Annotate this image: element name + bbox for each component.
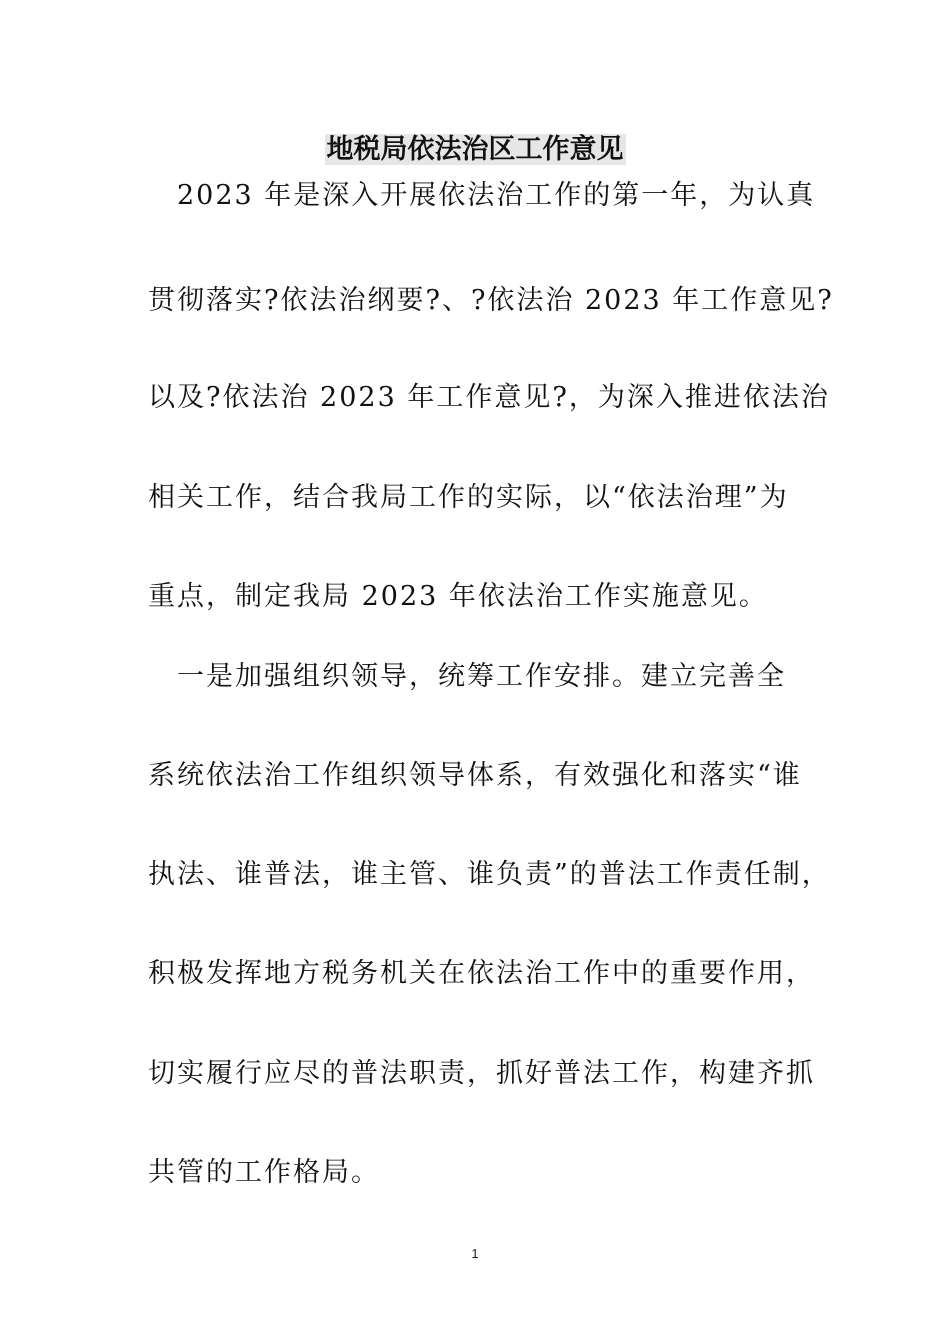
paragraph-line: 以及?依法治 2023 年工作意见?，为深入推进依法治 [148,382,830,413]
paragraph-line: 共管的工作格局。 [148,1157,380,1188]
paragraph-line: 相关工作，结合我局工作的实际，以“依法治理”为 [148,482,789,513]
paragraph-line: 执法、谁普法，谁主管、谁负责”的普法工作责任制， [148,859,831,890]
paragraph-line: 系统依法治工作组织领导体系，有效强化和落实“谁 [148,760,802,791]
page-number: 1 [471,1246,479,1261]
paragraph-line: 贯彻落实?依法治纲要?、?依法治 2023 年工作意见? [148,285,834,316]
paragraph-line: 一是加强组织领导，统筹工作安排。建立完善全 [148,661,786,692]
document-title-text: 地税局依法治区工作意见 [326,134,624,165]
document-title [0,130,950,170]
paragraph-line: 切实履行应尽的普法职责，抓好普法工作，构建齐抓 [148,1058,815,1089]
paragraph-line: 2023 年是深入开展依法治工作的第一年，为认真 [148,180,816,211]
paragraph-line: 积极发挥地方税务机关在依法治工作中的重要作用， [148,958,815,989]
paragraph-line: 重点，制定我局 2023 年依法治工作实施意见。 [148,581,768,612]
